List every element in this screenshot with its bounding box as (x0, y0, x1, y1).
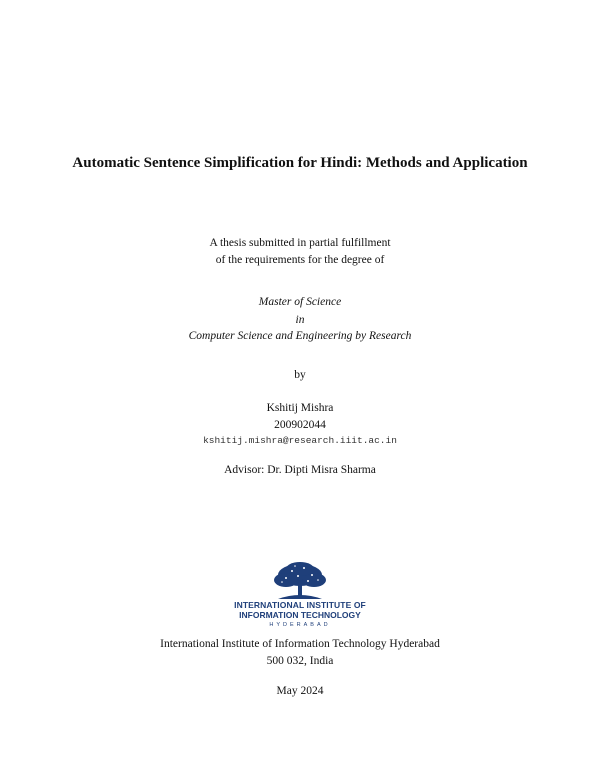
author-email: kshitij.mishra@research.iiit.ac.in (203, 435, 397, 446)
by-label: by (294, 369, 306, 381)
logo-text-line2: INFORMATION TECHNOLOGY (239, 610, 361, 620)
logo-text-line1: INTERNATIONAL INSTITUTE OF (234, 600, 366, 610)
degree-connector: in (295, 314, 305, 326)
advisor: Advisor: Dr. Dipti Misra Sharma (224, 464, 376, 476)
degree-name: Master of Science (258, 296, 342, 308)
institution-address: 500 032, India (266, 655, 334, 667)
institute-logo-icon (268, 561, 332, 601)
author-name: Kshitij Mishra (266, 402, 334, 414)
roll-number: 200902044 (274, 419, 326, 431)
logo-city: HYDERABAD (269, 622, 331, 628)
thesis-statement-line2: of the requirements for the degree of (215, 254, 385, 266)
submission-date: May 2024 (276, 685, 324, 697)
thesis-title: Automatic Sentence Simplification for Hindi: Methods and Application (72, 155, 528, 171)
institution-name: International Institute of Information Technology Hyderabad (160, 638, 440, 650)
degree-field: Computer Science and Engineering by Research (188, 330, 412, 342)
thesis-statement-line1: A thesis submitted in partial fulfillment (209, 237, 391, 249)
